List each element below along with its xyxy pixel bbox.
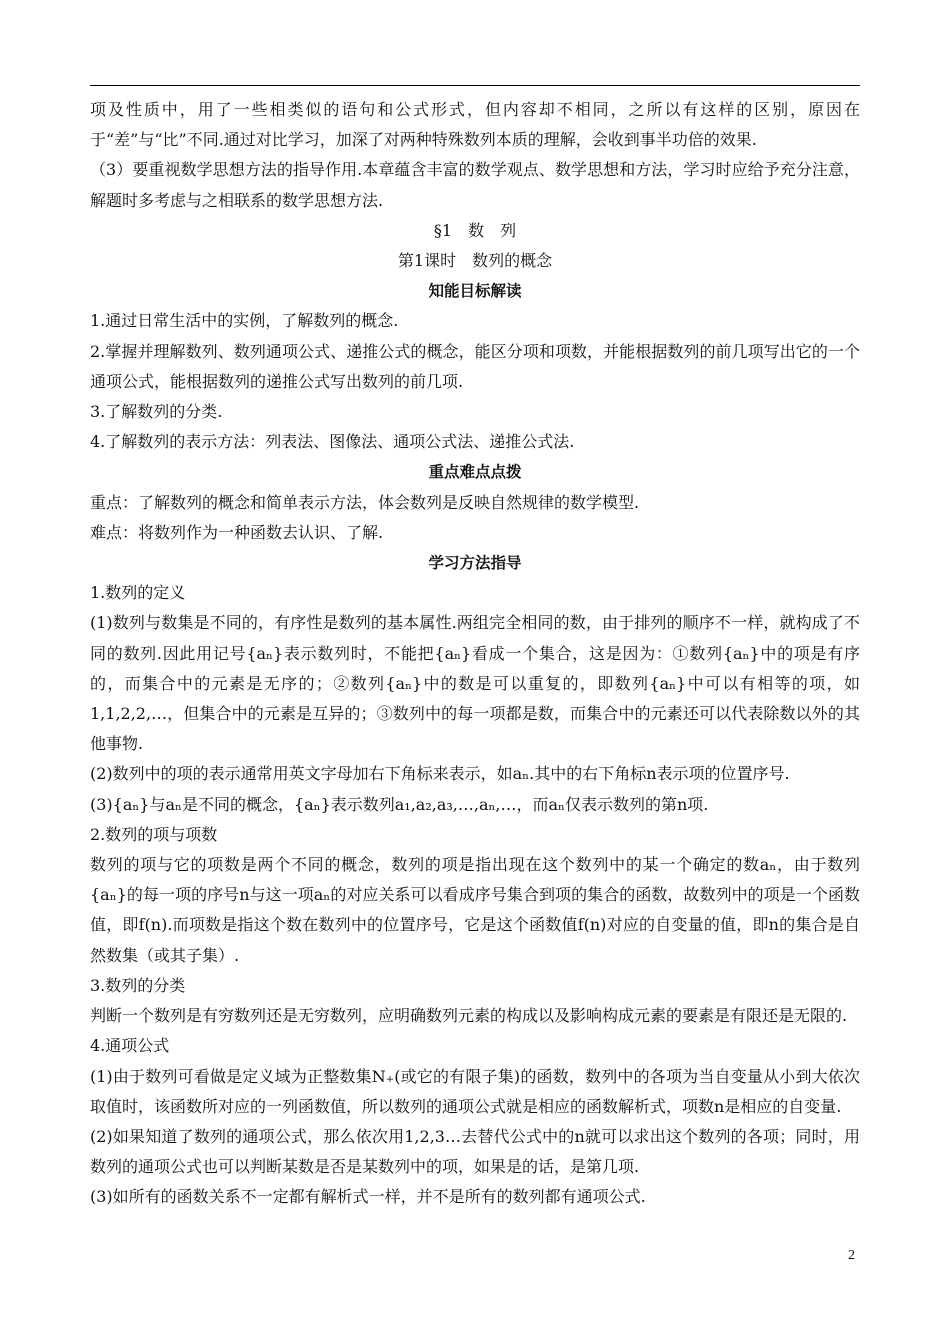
paragraph: 数列的项与它的项数是两个不同的概念，数列的项是指出现在这个数列中的某一个确定的数aₙ，由于数列{aₙ}的每一项的序号n与这一项aₙ的对应关系可以看成序号集合到项的集合的函数，故数列中的项是一个函数值，即f(n).而项数是指这个数在数列中的位置序号，它是这个函数值f(n)对应的自变量的值，即n的集合是自然数集（或其子集）. [90,855,860,965]
document-body [90,95,860,1213]
section-heading: 知能目标解读 [428,282,522,301]
paragraph: (1)数列与数集是不同的，有序性是数列的基本属性.两组完全相同的数，由于排列的顺序不一样，就构成了不同的数列.因此用记号{aₙ}表示数列时，不能把{aₙ}看成一个集合，这是因为：①数列{aₙ}中的项是有序的，而集合中的元素是无序的；②数列{aₙ}中的数是可以重复的，即数列{aₙ}中可以有相等的项，如1,1,2,2,…，但集合中的元素是互异的；③数列中的每一项都是数，而集合中的元素还可以代表除数以外的其他事物. [90,613,860,754]
section-title: §1 数 列 [433,220,517,240]
paragraph: 判断一个数列是有穷数列还是无穷数列，应明确数列元素的构成以及影响构成元素的要素是有限还是无限的. [90,1006,848,1026]
paragraph: 2.掌握并理解数列、数列通项公式、递推公式的概念，能区分项和项数，并能根据数列的前几项写出它的一个通项公式，能根据数列的递推公式写出数列的前几项. [90,341,860,391]
section-heading: 重点难点点拨 [428,463,522,482]
lesson-title: 第1课时 数列的概念 [397,251,553,271]
paragraph: 3.数列的分类 [90,975,186,995]
paragraph: (1)由于数列可看做是定义域为正整数集N₊(或它的有限子集)的函数，数列中的各项为当自变量从小到大依次取值时，该函数所对应的一列函数值，所以数列的通项公式就是相应的函数解析式，项数n是相应的自变量. [90,1066,860,1116]
paragraph: 3.了解数列的分类. [90,402,223,422]
paragraph: 4.了解数列的表示方法：列表法、图像法、通项公式法、递推公式法. [90,432,575,452]
page-number: 2 [848,1248,855,1263]
header-rule [90,85,860,86]
paragraph: 4.通项公式 [90,1036,170,1056]
paragraph: 1.数列的定义 [90,583,186,603]
paragraph: （3）要重视数学思想方法的指导作用.本章蕴含丰富的数学观点、数学思想和方法，学习时应给予充分注意，解题时多考虑与之相联系的数学思想方法. [90,160,860,210]
paragraph: (2)数列中的项的表示通常用英文字母加右下角标来表示，如aₙ.其中的右下角标n表示项的位置序号. [90,764,790,784]
paragraph: 2.数列的项与项数 [90,824,218,844]
paragraph: (2)如果知道了数列的通项公式，那么依次用1,2,3…去替代公式中的n就可以求出这个数列的各项；同时，用数列的通项公式也可以判断某数是否是某数列中的项，如果是的话，是第几项. [90,1126,860,1177]
paragraph: (3){aₙ}与aₙ是不同的概念，{aₙ}表示数列a₁,a₂,a₃,…,aₙ,…，而aₙ仅表示数列的第n项. [90,794,709,814]
paragraph: (3)如所有的函数关系不一定都有解析式一样，并不是所有的数列都有通项公式. [90,1187,646,1207]
paragraph: 1.通过日常生活中的实例，了解数列的概念. [90,311,399,331]
paragraph: 重点：了解数列的概念和简单表示方法，体会数列是反映自然规律的数学模型. [90,492,640,512]
section-heading: 学习方法指导 [428,554,522,573]
paragraph: 难点：将数列作为一种函数去认识、了解. [90,522,384,542]
paragraph: 项及性质中，用了一些相类似的语句和公式形式，但内容却不相同，之所以有这样的区别，原因在于“差”与“比”不同.通过对比学习，加深了对两种特殊数列本质的理解，会收到事半功倍的效果. [90,100,860,150]
